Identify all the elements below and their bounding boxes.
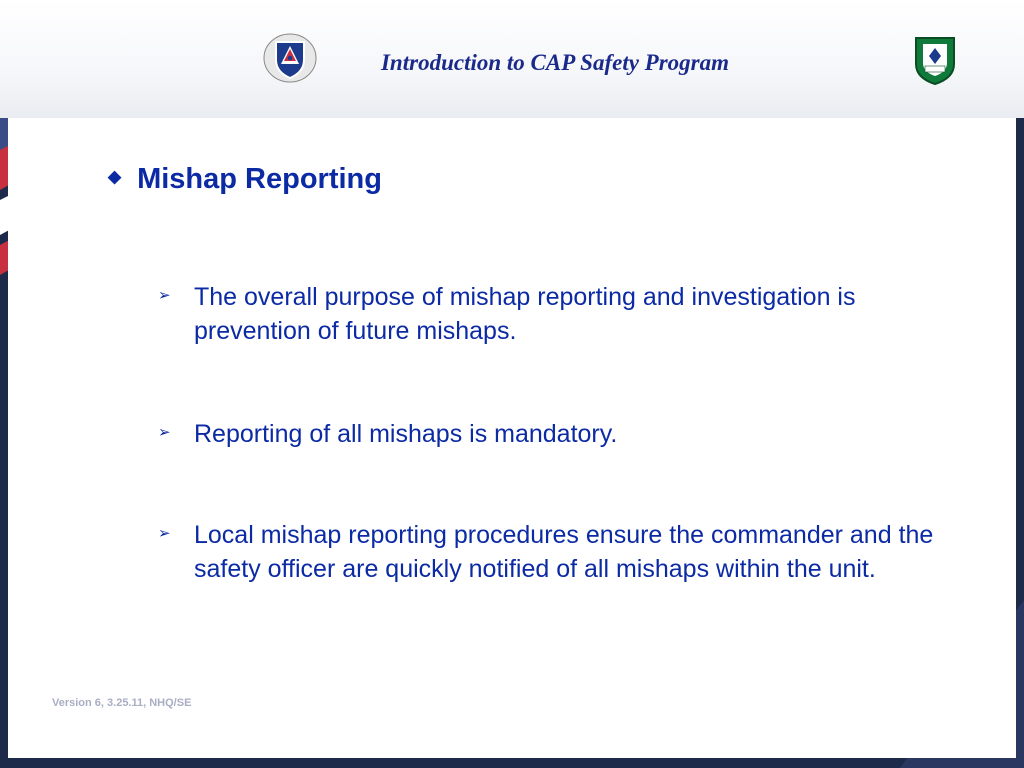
list-item-text: Local mishap reporting procedures ensure the commander and the safety officer are quickly notified of all mishaps within the unit. [194,521,934,583]
slide-heading [108,163,382,196]
list-item [158,280,948,348]
arrow-bullet-icon: ➢ [158,424,171,441]
safety-shield-icon [912,34,958,86]
list-item-text: Reporting of all mishaps is mandatory. [194,420,618,448]
list-item-text: The overall purpose of mishap reporting and investigation is prevention of future mishaps. [194,283,856,345]
arrow-bullet-icon: ➢ [158,287,171,304]
diamond-bullet-icon: ◆ [108,166,122,186]
list-item [158,518,948,586]
presentation-title: Introduction to CAP Safety Program [380,50,730,75]
arrow-bullet-icon: ➢ [158,525,171,542]
version-footer: Version 6, 3.25.11, NHQ/SE [52,697,192,709]
list-item [158,417,948,451]
slide-heading-text: Mishap Reporting [137,163,382,195]
